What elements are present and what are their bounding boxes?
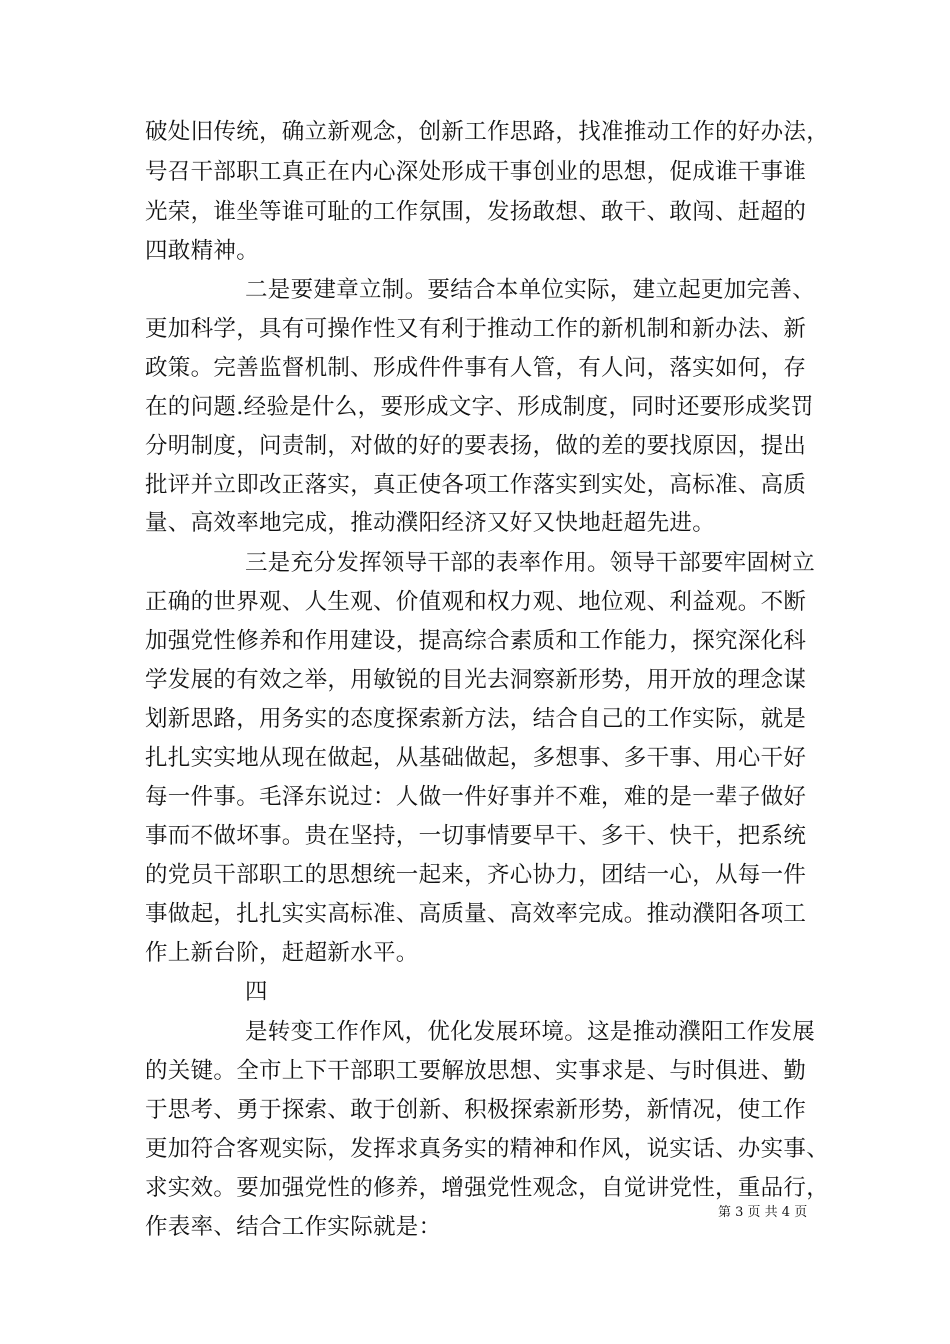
text-line: 四敢精神。 bbox=[145, 238, 260, 264]
text-line: 破处旧传统，确立新观念，创新工作思路，找准推动工作的好办法， bbox=[145, 119, 830, 145]
text-line: 在的问题.经验是什么，要形成文字、形成制度，同时还要形成奖罚 bbox=[145, 394, 814, 420]
text-line: 加强党性修养和作用建设，提高综合素质和工作能力，探究深化科 bbox=[145, 628, 807, 654]
text-line: 量、高效率地完成，推动濮阳经济又好又快地赶超先进。 bbox=[145, 510, 716, 536]
text-line: 政策。完善监督机制、形成件件事有人管，有人问，落实如何，存 bbox=[145, 355, 807, 381]
text-line: 事而不做坏事。贵在坚持，一切事情要早干、多干、快干，把系统 bbox=[145, 823, 807, 849]
text-line: 的党员干部职工的思想统一起来，齐心协力，团结一心，从每一件 bbox=[145, 862, 807, 888]
text-line: 更加符合客观实际，发挥求真务实的精神和作风，说实话、办实事、 bbox=[145, 1136, 830, 1162]
text-line: 批评并立即改正落实，真正使各项工作落实到实处，高标准、高质 bbox=[145, 472, 807, 498]
paragraph-start-line: 二是要建章立制。要结合本单位实际，建立起更加完善、 bbox=[245, 277, 816, 303]
text-line: 作表率、结合工作实际就是： bbox=[145, 1214, 442, 1240]
text-line: 更加科学，具有可操作性又有利于推动工作的新机制和新办法、新 bbox=[145, 316, 807, 342]
text-line: 正确的世界观、人生观、价值观和权力观、地位观、利益观。不断 bbox=[145, 589, 807, 615]
text-line: 作上新台阶，赶超新水平。 bbox=[145, 940, 419, 966]
paragraph-start-line: 三是充分发挥领导干部的表率作用。领导干部要牢固树立 bbox=[245, 550, 816, 576]
text-line: 分明制度，问责制，对做的好的要表扬，做的差的要找原因，提出 bbox=[145, 433, 807, 459]
text-line: 求实效。要加强党性的修养，增强党性观念，自觉讲党性，重品行， bbox=[145, 1175, 830, 1201]
text-line: 每一件事。毛泽东说过：人做一件好事并不难，难的是一辈子做好 bbox=[145, 784, 807, 810]
page-number-footer: 第 3 页 共 4 页 bbox=[718, 1205, 808, 1220]
text-line: 事做起，扎扎实实高标准、高质量、高效率完成。推动濮阳各项工 bbox=[145, 901, 807, 927]
paragraph-start-line: 是转变工作作风，优化发展环境。这是推动濮阳工作发展 bbox=[245, 1019, 816, 1045]
text-line: 的关键。全市上下干部职工要解放思想、实事求是、与时俱进、勤 bbox=[145, 1058, 807, 1084]
text-line: 学发展的有效之举，用敏锐的目光去洞察新形势，用开放的理念谋 bbox=[145, 667, 807, 693]
text-line: 号召干部职工真正在内心深处形成干事创业的思想，促成谁干事谁 bbox=[145, 159, 807, 185]
text-line: 扎扎实实地从现在做起，从基础做起，多想事、多干事、用心干好 bbox=[145, 745, 807, 771]
text-line: 划新思路，用务实的态度探索新方法，结合自己的工作实际，就是 bbox=[145, 706, 807, 732]
text-line: 于思考、勇于探索、敢于创新、积极探索新形势，新情况，使工作 bbox=[145, 1097, 807, 1123]
section-number: 四 bbox=[245, 979, 268, 1005]
text-line: 光荣，谁坐等谁可耻的工作氛围，发扬敢想、敢干、敢闯、赶超的 bbox=[145, 199, 807, 225]
